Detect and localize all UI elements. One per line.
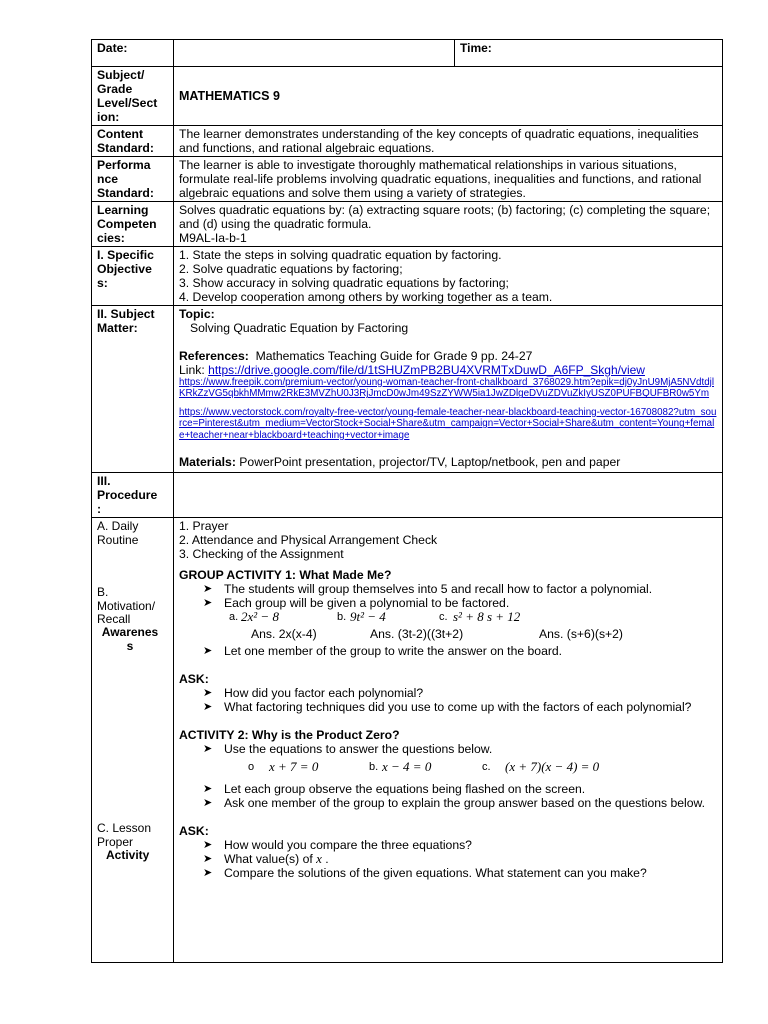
eq-c-expr: (x + 7)(x − 4) = 0 [505,759,600,775]
references-text: Mathematics Teaching Guide for Grade 9 pp. 24-27 [255,349,533,363]
poly-b-letter: b. [337,611,347,624]
daily-routine-label: A. Daily Routine [97,519,139,547]
activity2-bullet: ➤ Use the equations to answer the questions below. [203,742,493,757]
poly-c-expr: s² + 8 s + 12 [453,609,521,625]
answer-a: Ans. 2x(x-4) [251,627,317,642]
subject-matter-row [92,306,723,473]
content-standard-label: Content Standard: [92,126,174,157]
learning-competencies-code: M9AL-Ia-b-1 [179,231,247,245]
performance-standard-row [92,157,723,202]
routine-item: 1. Prayer [179,519,229,534]
learning-competencies-row [92,202,723,247]
subject-row [92,67,723,126]
activity1-title: GROUP ACTIVITY 1: What Made Me? [179,568,392,583]
ask1-question: ➤ What factoring techniques did you use to come up with the factors of each polynomial? [203,700,692,715]
lesson-plan-page [91,39,722,963]
routine-item: 2. Attendance and Physical Arrangement Check [179,533,438,548]
objective-item: 4. Develop cooperation among others by working together as a team. [179,290,553,304]
objective-item: 3. Show accuracy in solving quadratic equations by factoring; [179,276,509,290]
arrowhead-bullet-icon: ➤ [203,743,213,756]
ask1-label: ASK: [179,672,209,687]
activity2-bullet: ➤ Let each group observe the equations being flashed on the screen. [203,782,586,797]
arrowhead-bullet-icon: ➤ [203,797,213,810]
arrowhead-bullet-icon: ➤ [203,839,213,852]
poly-a-letter: a. [229,611,239,624]
poly-a-expr: 2x² − 8 [241,609,279,625]
eq-b-letter: b. [369,761,379,774]
learning-competencies-label: Learning Competen cies: [92,202,174,247]
lesson-proper-label: C. Lesson Proper [97,821,152,849]
eq-b-expr: x − 4 = 0 [382,759,432,775]
materials-line [179,455,717,469]
link-drive[interactable]: https://drive.google.com/file/d/1tSHUZmPB2BU4XVRMTxDuwD_A6FP_Skgh/view [208,363,645,377]
procedure-cell [174,473,723,518]
topic-label: Topic: [179,307,215,321]
arrowhead-bullet-icon: ➤ [203,701,213,714]
objectives-cell [174,247,723,306]
procedure-content [174,518,723,963]
activity2-title: ACTIVITY 2: Why is the Product Zero? [179,728,400,743]
learning-competencies-cell [174,202,723,247]
arrowhead-bullet-icon: ➤ [203,853,213,866]
link-label: Link: [179,363,205,377]
subject-value: MATHEMATICS 9 [174,67,723,126]
answer-c: Ans. (s+6)(s+2) [539,627,623,642]
eq-c-letter: c. [482,761,491,774]
objectives-row [92,247,723,306]
answers-row [179,627,717,644]
objective-item: 1. State the steps in solving quadratic equation by factoring. [179,248,502,262]
performance-standard-text: The learner is able to investigate thoroughly mathematical relationships in various situations, formulate real-life problems involving quadratic equations, inequalities and functions, and rational algebraic equations and solve them using a variety of strategies. [174,157,723,202]
motivation-label: B. Motivation/ Recall [97,585,156,627]
content-standard-text: The learner demonstrates understanding of the key concepts of quadratic equations, inequalities and functions, and rational algebraic equations. [174,126,723,157]
activity1-bullet: ➤ Each group will be given a polynomial to be factored. [203,596,510,611]
date-time-row [92,40,723,67]
ask2-question: ➤ What value(s) of x . [203,851,329,867]
date-label: Date: [92,40,174,67]
date-value[interactable] [174,40,455,67]
procedure-side-labels [92,518,174,963]
topic-text: Solving Quadratic Equation by Factoring [190,321,409,335]
arrowhead-bullet-icon: ➤ [203,687,213,700]
subject-label: Subject/ Grade Level/Sect ion: [92,67,174,126]
time-label[interactable]: Time: [455,40,723,67]
activity2-bullet: ➤ Ask one member of the group to explain the group answer based on the questions below. [203,796,706,811]
procedure-body-row [92,518,723,963]
content-standard-row [92,126,723,157]
link-line [179,363,717,377]
objective-item: 2. Solve quadratic equations by factoring; [179,262,403,276]
awareness-label: Awarenes s [101,625,159,653]
materials-label: Materials: [179,455,236,470]
learning-competencies-text: Solves quadratic equations by: (a) extracting square roots; (b) factoring; (c) completing the square; and (d) using the quadratic formula. [179,203,711,231]
lesson-plan-table [91,39,723,963]
activity1-bullet: ➤ Let one member of the group to write the answer on the board. [203,644,563,659]
ask2-question: ➤ Compare the solutions of the given equations. What statement can you make? [203,866,647,881]
eq-a-marker: o [248,761,255,774]
eq-a-expr: x + 7 = 0 [269,759,319,775]
poly-b-expr: 9t² − 4 [350,609,386,625]
performance-standard-label: Performa nce Standard: [92,157,174,202]
arrowhead-bullet-icon: ➤ [203,645,213,658]
ask2-question: ➤ How would you compare the three equations? [203,838,472,853]
poly-c-letter: c. [439,611,448,624]
materials-text: PowerPoint presentation, projector/TV, Laptop/netbook, pen and paper [239,455,621,470]
ask2-label: ASK: [179,824,209,839]
link-freepik[interactable]: https://www.freepik.com/premium-vector/young-woman-teacher-front-chalkboard_3768029.htm?epik=dj0yJnU9MjA5NVdtdjlKRkZzVG5qbkhMMmw2RkE3MVZhU0J3RjJmcD0wJm49SzZYWW5ia1JwZDlgeDVuZDVuZkIyUSZ0PUFBQUFBR0w5Ym [179,377,714,400]
procedure-row [92,473,723,518]
arrowhead-bullet-icon: ➤ [203,597,213,610]
answer-b: Ans. (3t-2)((3t+2) [370,627,464,642]
references-label: References: [179,349,249,363]
ask1-question: ➤ How did you factor each polynomial? [203,686,424,701]
objectives-label: I. Specific Objective s: [92,247,174,306]
arrowhead-bullet-icon: ➤ [203,783,213,796]
activity-label: Activity [106,848,150,863]
procedure-label: III. Procedure : [92,473,174,518]
routine-item: 3. Checking of the Assignment [179,547,344,562]
subject-matter-cell [174,306,723,473]
activity1-bullet: ➤ The students will group themselves into 5 and recall how to factor a polynomial. [203,582,653,597]
references-line [179,349,717,363]
arrowhead-bullet-icon: ➤ [203,583,213,596]
arrowhead-bullet-icon: ➤ [203,867,213,880]
link-vectorstock[interactable]: https://www.vectorstock.com/royalty-free-vector/young-female-teacher-near-blackboard-teaching-vector-16708082?utm_source=Pinterest&utm_medium=VectorStock+Social+Share&utm_campaign=Vector+Social+Share&utm_content=Young+female+teacher+near+blackboard+teaching+vector+image [179,406,717,441]
polynomial-row [179,610,717,627]
subject-matter-label: II. Subject Matter: [92,306,174,473]
